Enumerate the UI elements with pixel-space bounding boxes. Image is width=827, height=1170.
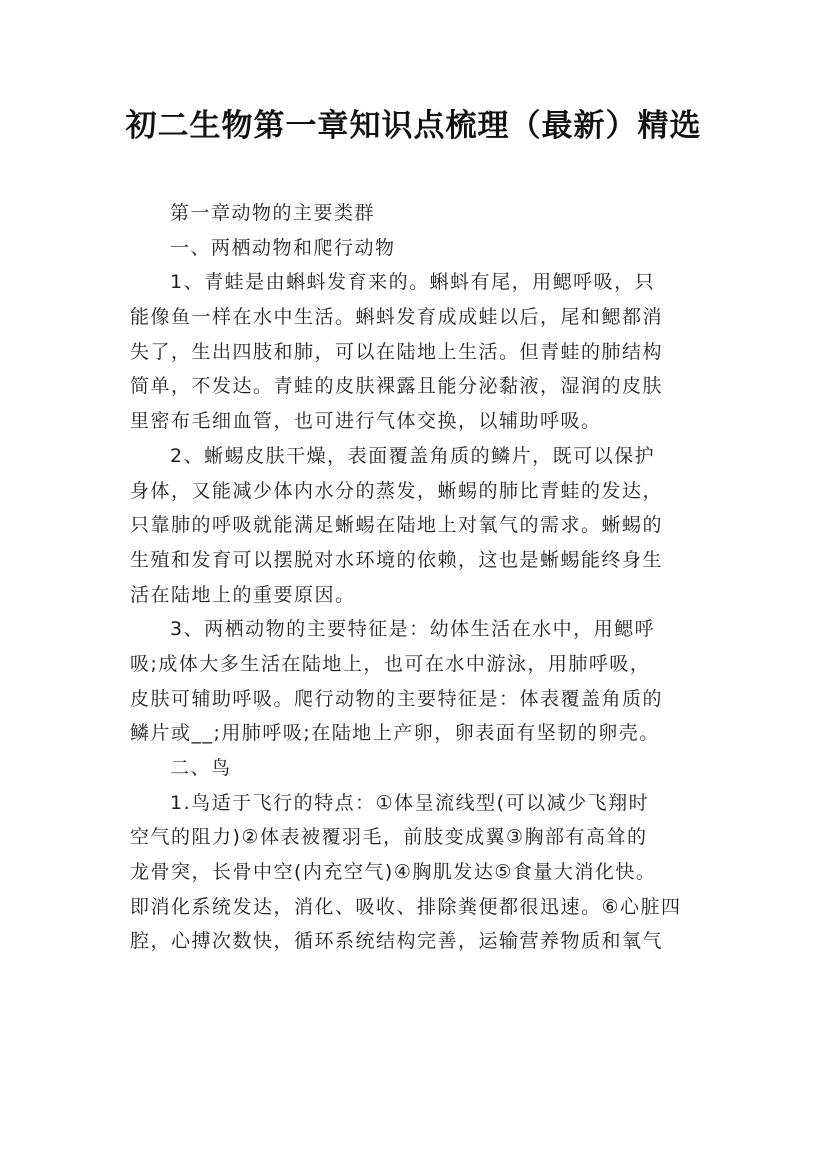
text-line: 身体，又能减少体内水分的蒸发，蜥蜴的肺比青蛙的发达，	[130, 479, 664, 502]
text-line: 里密布毛细血管，也可进行气体交换，以辅助呼吸。	[130, 410, 602, 433]
text-line: 失了，生出四肢和肺，可以在陆地上生活。但青蛙的肺结构	[130, 340, 664, 363]
text-line: 龙骨突，长骨中空(内充空气)④胸肌发达⑤食量大消化快。	[130, 861, 657, 884]
text-line: 简单，不发达。青蛙的皮肤裸露且能分泌黏液，湿润的皮肤	[130, 375, 664, 398]
text-line: 生殖和发育可以摆脱对水环境的依赖，这也是蜥蜴能终身生	[130, 548, 664, 571]
text-line: 能像鱼一样在水中生活。蝌蚪发育成成蛙以后，尾和鳃都消	[130, 306, 664, 329]
text-line: 活在陆地上的重要原因。	[130, 583, 356, 606]
text-line: 只靠肺的呼吸就能满足蜥蜴在陆地上对氧气的需求。蜥蜴的	[130, 514, 664, 537]
text-line: 第一章动物的主要类群	[170, 202, 376, 224]
text-line: 皮肤可辅助呼吸。爬行动物的主要特征是：体表覆盖角质的	[130, 687, 664, 710]
document-title: 初二生物第一章知识点梳理（最新）精选	[125, 108, 702, 144]
text-line: 即消化系统发达，消化、吸收、排除粪便都很迅速。⑥心脏四	[130, 895, 682, 918]
text-line: 3、两栖动物的主要特征是：幼体生活在水中，用鳃呼	[170, 618, 656, 641]
text-line: 1、青蛙是由蝌蚪发育来的。蝌蚪有尾，用鳃呼吸，只	[170, 271, 656, 294]
text-line: 2、蜥蜴皮肤干燥，表面覆盖角质的鳞片，既可以保护	[170, 444, 656, 467]
text-line: 空气的阻力)②体表被覆羽毛，前肢变成翼③胸部有高耸的	[130, 826, 648, 849]
text-line: 鳞片或__;用肺呼吸;在陆地上产卵，卵表面有坚韧的卵壳。	[130, 722, 660, 745]
text-line: 1.鸟适于飞行的特点：①体呈流线型(可以减少飞翔时	[170, 791, 650, 814]
document-body	[130, 196, 710, 959]
text-line: 吸;成体大多生活在陆地上，也可在水中游泳，用肺呼吸，	[130, 652, 651, 675]
text-line: 二、鸟	[170, 757, 232, 779]
text-line: 一、两栖动物和爬行动物	[170, 236, 396, 259]
text-line: 腔，心搏次数快，循环系统结构完善，运输营养物质和氧气	[130, 930, 664, 953]
